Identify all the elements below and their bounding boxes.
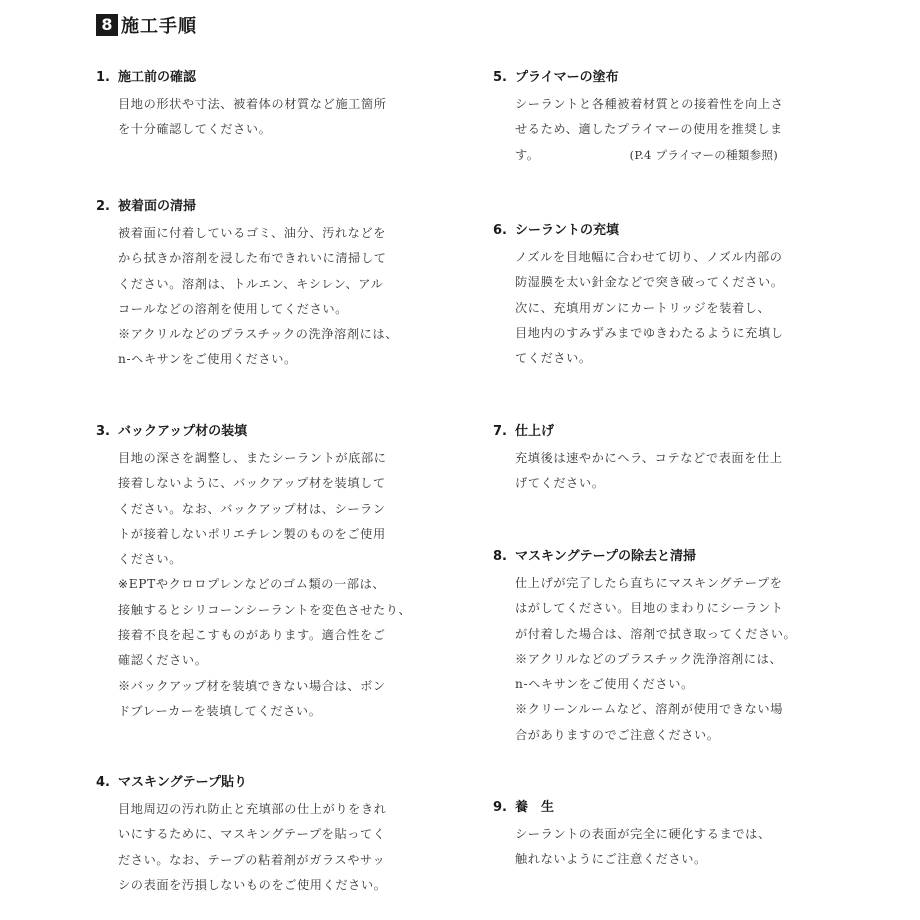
step-note-line: ドブレーカーを装填してください。	[118, 703, 322, 718]
step-heading	[493, 220, 843, 242]
step-text-line: はがしてください。目地のまわりにシーラント	[515, 601, 784, 616]
section-title: 施工手順	[121, 16, 197, 37]
step-text-line: てください。	[515, 351, 592, 366]
step-text-line: ださい。なお、テープの粘着剤がガラスやサッ	[118, 852, 386, 867]
step-text-line: トが接着しないポリエチレン製のものをご使用	[118, 526, 386, 541]
step-title: プライマーの塗布	[515, 70, 619, 85]
step-text-line: 接着しないように、バックアップ材を装填して	[118, 476, 386, 491]
step-text-line: 目地の深さを調整し、またシーラントが底部に	[118, 451, 387, 465]
step-4	[96, 772, 446, 898]
step-note-line: n-ヘキサンをご使用ください。	[515, 677, 694, 692]
step-heading	[493, 797, 843, 819]
step-body	[515, 446, 843, 497]
step-2	[96, 196, 446, 373]
step-text-line: ノズルを目地幅に合わせて切り、ノズル内部の	[515, 250, 783, 264]
step-text-line: 目地周辺の汚れ防止と充填部の仕上がりをきれ	[118, 802, 387, 816]
step-text-line: ください。	[118, 552, 182, 567]
step-text-line: シーラントの表面が完全に硬化するまでは、	[515, 827, 771, 841]
step-title: 養 生	[515, 800, 555, 815]
step-text-line: シの表面を汚損しないものをご使用ください。	[118, 877, 387, 892]
step-title: マスキングテープの除去と清掃	[515, 549, 696, 564]
step-text-line: 充填後は速やかにヘラ、コテなどで表面を仕上	[515, 451, 783, 465]
step-heading	[96, 67, 446, 89]
step-text-line: コールなどの溶剤を使用してください。	[118, 301, 348, 316]
step-note-line: ※アクリルなどのプラスチック洗浄溶剤には、	[515, 651, 783, 666]
step-text: す。	[515, 147, 540, 162]
step-number: 9.	[493, 800, 507, 815]
step-6	[493, 220, 843, 371]
step-title: バックアップ材の装填	[118, 424, 248, 439]
step-note-line: 接着不良を起こすものがあります。適合性をご	[118, 628, 386, 643]
step-1	[96, 67, 446, 143]
step-heading	[96, 421, 446, 443]
step-note-line: 接触するとシリコーンシーラントを変色させたり、	[118, 602, 412, 617]
step-text-line: 次に、充填用ガンにカートリッジを装着し、	[515, 300, 771, 315]
step-heading	[493, 421, 843, 443]
step-text-line: が付着した場合は、溶剤で拭き取ってください。	[515, 626, 797, 641]
step-heading	[493, 67, 843, 89]
step-text-line: 防湿膜を太い針金などで突き破ってください。	[515, 275, 784, 290]
step-text-line: 目地内のすみずみまでゆきわたるように充填し	[515, 325, 784, 340]
step-text-line: 仕上げが完了したら直ちにマスキングテープを	[515, 576, 783, 590]
step-number: 1.	[96, 70, 110, 85]
step-body	[118, 221, 446, 373]
step-body	[515, 822, 843, 873]
step-number: 7.	[493, 424, 507, 439]
step-7	[493, 421, 843, 497]
step-text-line: 目地の形状や寸法、被着体の材質など施工箇所	[118, 97, 387, 111]
step-text-line-with-ref	[515, 143, 843, 168]
step-text-line: を十分確認してください。	[118, 122, 272, 137]
step-number: 6.	[493, 223, 507, 238]
step-body	[118, 797, 446, 898]
section-number-badge: 8	[96, 14, 118, 36]
step-text-line: ください。なお、バックアップ材は、シーラン	[118, 501, 386, 516]
step-note-line: ※バックアップ材を装填できない場合は、ボン	[118, 678, 386, 693]
step-number: 8.	[493, 549, 507, 564]
step-text-line: から拭きか溶剤を浸した布できれいに清掃して	[118, 251, 387, 266]
step-heading	[96, 196, 446, 218]
step-text-line: げてください。	[515, 476, 605, 491]
step-title: シーラントの充填	[515, 223, 620, 238]
step-text-line: シーラントと各種被着材質との接着性を向上さ	[515, 97, 784, 111]
step-text-line: 被着面に付着しているゴミ、油分、汚れなどを	[118, 226, 387, 240]
section-header	[96, 10, 197, 40]
step-number: 2.	[96, 199, 110, 214]
step-note-line: ※EPTやクロロプレンなどのゴム類の一部は、	[118, 577, 386, 592]
step-9	[493, 797, 843, 873]
step-8	[493, 546, 843, 748]
step-body	[515, 92, 843, 168]
step-heading	[96, 772, 446, 794]
step-text-line: 触れないようにご注意ください。	[515, 852, 707, 867]
step-number: 4.	[96, 775, 110, 790]
step-body	[515, 571, 843, 748]
step-title: マスキングテープ貼り	[118, 775, 247, 790]
step-note-line: ※アクリルなどのプラスチックの洗浄溶剤には、	[118, 327, 398, 342]
step-text-line: せるため、適したプライマーの使用を推奨しま	[515, 122, 783, 137]
step-title: 施工前の確認	[118, 70, 197, 85]
step-text-line: ください。溶剤は、トルエン、キシレン、アル	[118, 276, 384, 291]
step-title: 仕上げ	[515, 424, 555, 439]
step-body	[118, 92, 446, 143]
step-5	[493, 67, 843, 168]
step-body	[515, 245, 843, 371]
step-title: 被着面の清掃	[118, 199, 197, 214]
step-text-line: いにするために、マスキングテープを貼ってく	[118, 827, 386, 842]
step-note-line: 合がありますのでご注意ください。	[515, 727, 720, 742]
step-body	[118, 446, 446, 724]
step-note-line: 確認ください。	[118, 653, 208, 668]
step-3	[96, 421, 446, 724]
page-reference: (P.4 プライマーの種類参照)	[629, 147, 779, 162]
step-note-line: ※クリーンルームなど、溶剤が使用できない場	[515, 702, 783, 717]
step-heading	[493, 546, 843, 568]
step-note-line: n-ヘキサンをご使用ください。	[118, 352, 297, 367]
step-number: 5.	[493, 70, 507, 85]
step-number: 3.	[96, 424, 110, 439]
